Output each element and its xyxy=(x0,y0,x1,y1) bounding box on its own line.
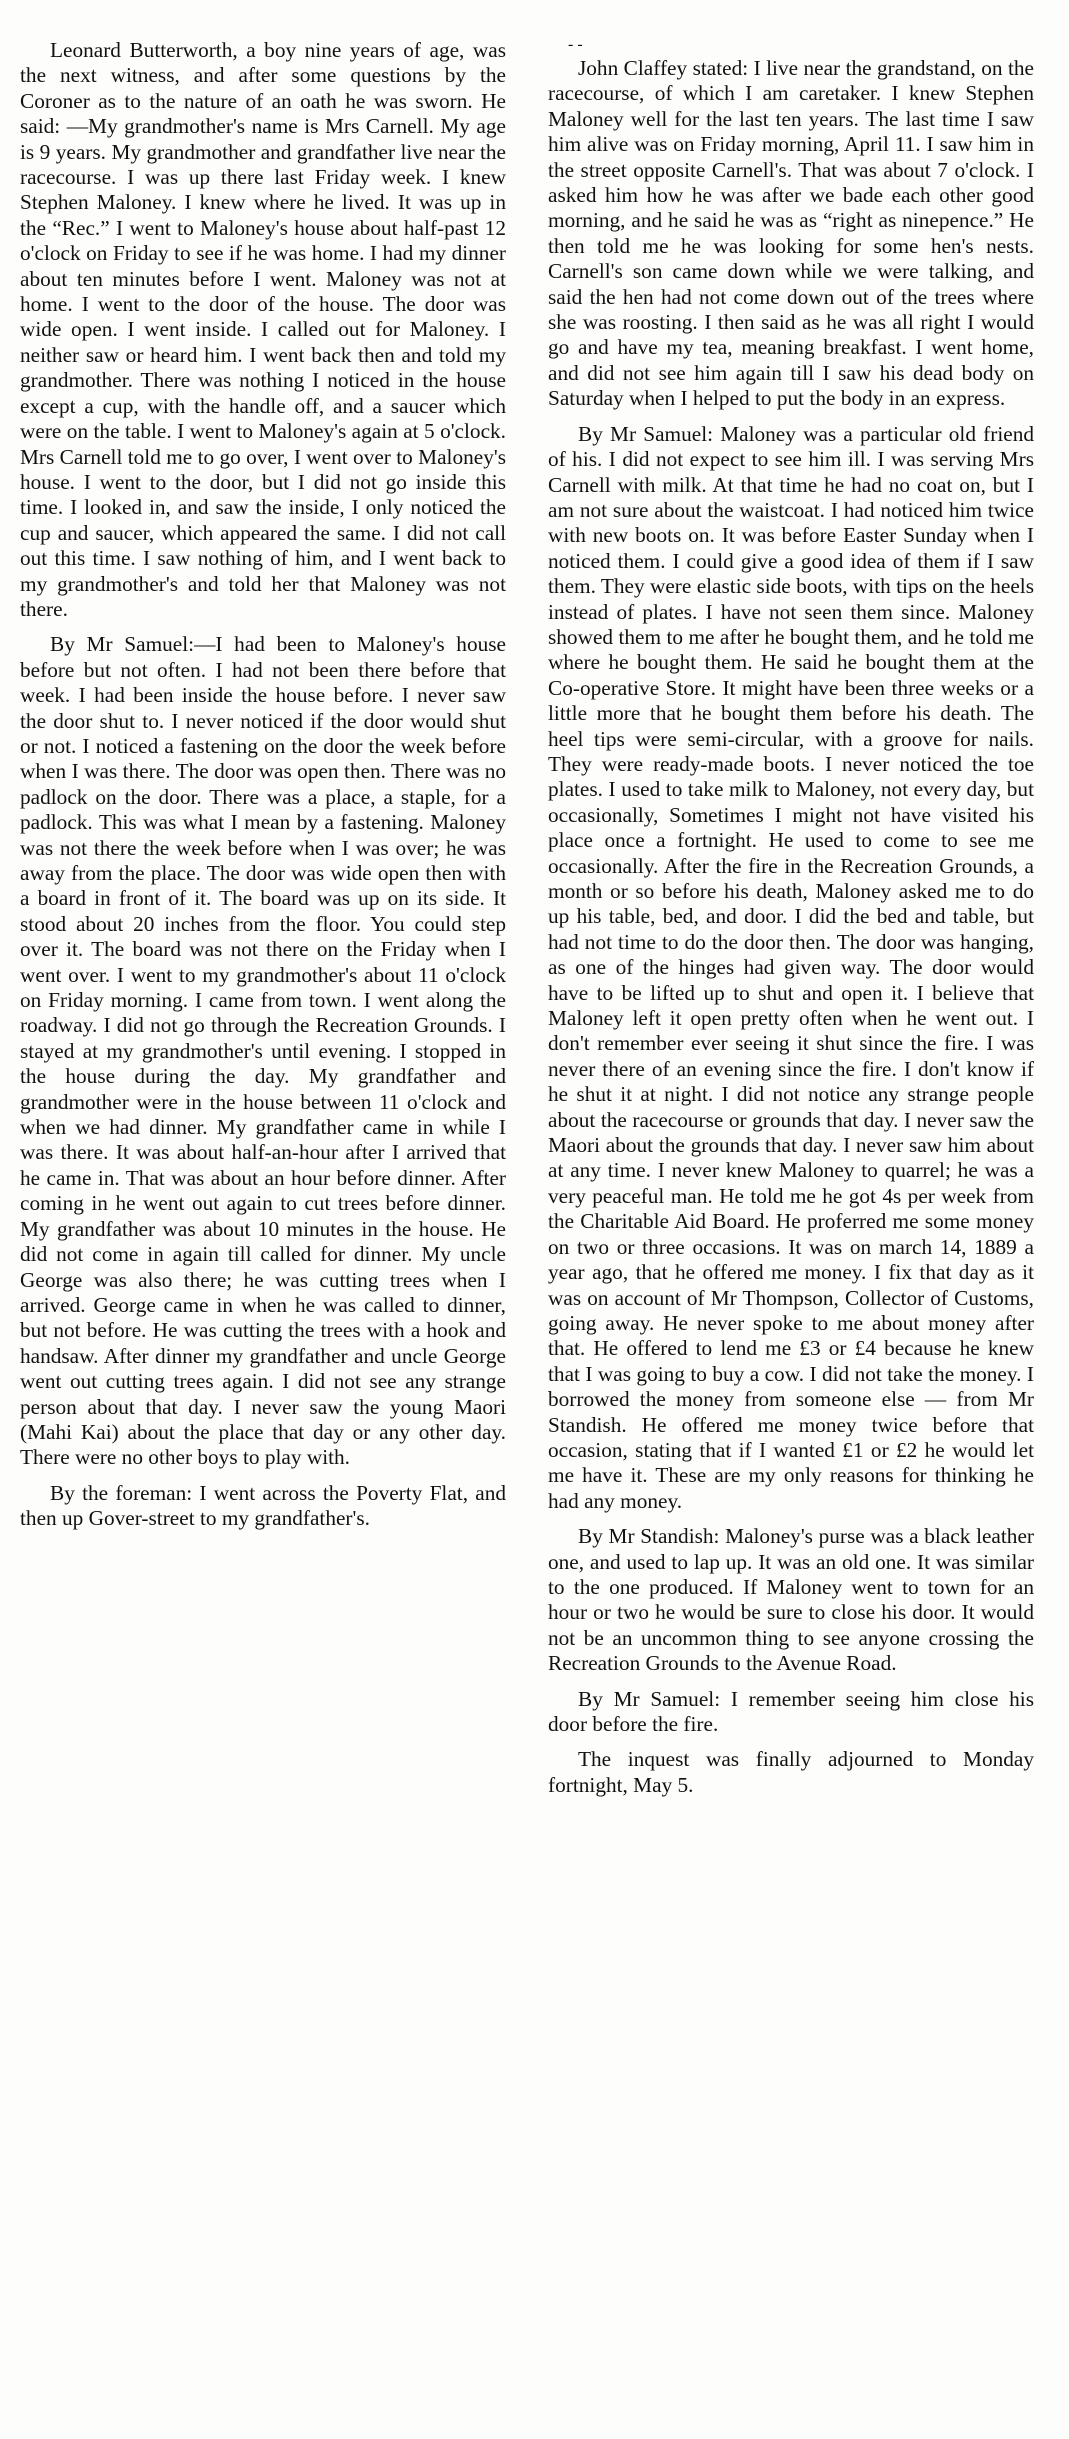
butterworth-testimony-paragraph: Leonard Butterworth, a boy nine years of age, was the next witness, and after some questions by the Coroner as to the nature of an oath he was sworn. He said: —My grandmother's name is Mrs Carnell. My age is 9 years. My grandmother and grandfather live near the racecourse. I was up there last Friday week. I knew Stephen Maloney. I knew where he lived. It was up in the “Rec.” I went to Maloney's house about half-past 12 o'clock on Friday to see if he was home. I had my dinner about ten minutes before I went. Maloney was not at home. I went to the door of the house. The door was wide open. I went inside. I called out for Maloney. I neither saw or heard him. I went back then and told my grandmother. There was nothing I noticed in the house except a cup, with the handle off, and a saucer which were on the table. I went to Maloney's again at 5 o'clock. Mrs Carnell told me to go over, I went over to Maloney's house. I went to the door, but I did not go inside this time. I looked in, and saw the inside, I only noticed the cup and saucer, which appeared the same. I did not call out this time. I saw nothing of him, and I went back to my grandmother's and told her that Maloney was not there. xyxy=(20,38,506,621)
samuel-questioning-paragraph: By Mr Samuel:—I had been to Maloney's house before but not often. I had not been there before that week. I had been inside the house before. I never saw the door shut to. I never noticed if the door would shut or not. I noticed a fastening on the door the week before when I was there. The door was open then. There was no padlock on the door. There was a place, a staple, for a padlock. This was what I mean by a fastening. Maloney was not there the week before when I was over; he was away from the place. The door was wide open then with a board in front of it. The board was up on its side. It stood about 20 inches from the floor. You could step over it. The board was not there on the Friday when I went over. I went to my grandmother's about 11 o'clock on Friday morning. I came from town. I went along the roadway. I did not go through the Recreation Grounds. I stayed at my grandmother's until evening. I stopped in the house during the day. My grandfather and grandmother were in the house between 11 o'clock and when we had dinner. My grandfather came in while I was there. It was about half-an-hour after I arrived that he came in. That was about an hour before dinner. After coming in he went out again to cut trees before dinner. My grandfather was about 10 minutes in the house. He did not come in again till called for dinner. My uncle George was also there; he was cutting trees when I arrived. George came in when he was called to dinner, but not before. He was cutting the trees with a hook and handsaw. After dinner my grandfather and uncle George went out cutting trees again. I did not see any strange person about that day. I never saw the young Maori (Mahi Kai) about the place that day or any other day. There were no other boys to play with. xyxy=(20,632,506,1470)
right-column xyxy=(548,38,1034,1808)
inquest-adjourned-paragraph: The inquest was finally adjourned to Monday fortnight, May 5. xyxy=(548,1747,1034,1797)
standish-questioning-paragraph: By Mr Standish: Maloney's purse was a black leather one, and used to lap up. It was an old one. It was similar to the one produced. If Maloney went to town for an hour or two he would be sure to close his door. It would not be an uncommon thing to see anyone crossing the Recreation Grounds to the Avenue Road. xyxy=(548,1524,1034,1676)
foreman-questioning-paragraph: By the foreman: I went across the Poverty Flat, and then up Gover-street to my grandfather's. xyxy=(20,1480,506,1531)
samuel-final-question-paragraph: By Mr Samuel: I remember seeing him close his door before the fire. xyxy=(548,1686,1034,1736)
samuel-cross-examination-paragraph: By Mr Samuel: Maloney was a particular old friend of his. I did not expect to see him ill. I was serving Mrs Carnell with milk. At that time he had no coat on, but I am not sure about the waistcoat. I had noticed him twice with new boots on. It was before Easter Sunday when I noticed them. I could give a good idea of them if I saw them. They were elastic side boots, with tips on the heels instead of plates. I have not seen them since. Maloney showed them to me after he bought them, and he told me where he bought them. He said he bought them at the Co-operative Store. It might have been three weeks or a little more that he bought them before his death. The heel tips were semi-circular, with a groove for nails. They were ready-made boots. I never noticed the toe plates. I used to take milk to Maloney, not every day, but occasionally, Sometimes I might not have visited his place once a fortnight. He used to come to see me occasionally. After the fire in the Recreation Grounds, a month or so before his death, Maloney asked me to do up his table, bed, and door. I did the bed and table, but had not time to do the door then. The door was hanging, as one of the hinges had given way. The door would have to be lifted up to shut and open it. I believe that Maloney left it open pretty often when he went out. I don't remember ever seeing it shut since the fire. I was never there of an evening since the fire. I don't know if he shut it at night. I did not notice any strange people about the racecourse or grounds that day. I never saw the Maori about the grounds that day. I never saw him about at any time. I never knew Maloney to quarrel; he was a very peaceful man. He told me he got 4s per week from the Charitable Aid Board. He proferred me some money on two or three occasions. It was on march 14, 1889 a year ago, that he offered me money. I fix that day as it was on account of Mr Thompson, Collector of Customs, going away. He never spoke to me about money after that. He offered to lend me £3 or £4 because he knew that I was going to buy a cow. I did not take the money. I borrowed the money from someone else — from Mr Standish. He offered me money twice before that occasion, stating that if I wanted £1 or £2 he would let me have it. These are my only reasons for thinking he had any money. xyxy=(548,421,1034,1513)
claffey-testimony-paragraph: John Claffey stated: I live near the grandstand, on the racecourse, of which I am caretaker. I knew Stephen Maloney well for the last ten years. The last time I saw him alive was on Friday morning, April 11. I saw him in the street opposite Carnell's. That was about 7 o'clock. I asked him how he was after we bade each other good morning, and he said he was as “right as ninepence.” He then told me he was looking for some hen's nests. Carnell's son came down while we were talking, and said the hen had not come down out of the trees where she was roosting. I then said as he was all right I would go and have my tea, meaning breakfast. I went home, and did not see him again till I saw his dead body on Saturday when I helped to put the body in an express. xyxy=(548,56,1034,411)
left-column xyxy=(20,38,506,1542)
column-top-dash: - - xyxy=(568,36,583,53)
